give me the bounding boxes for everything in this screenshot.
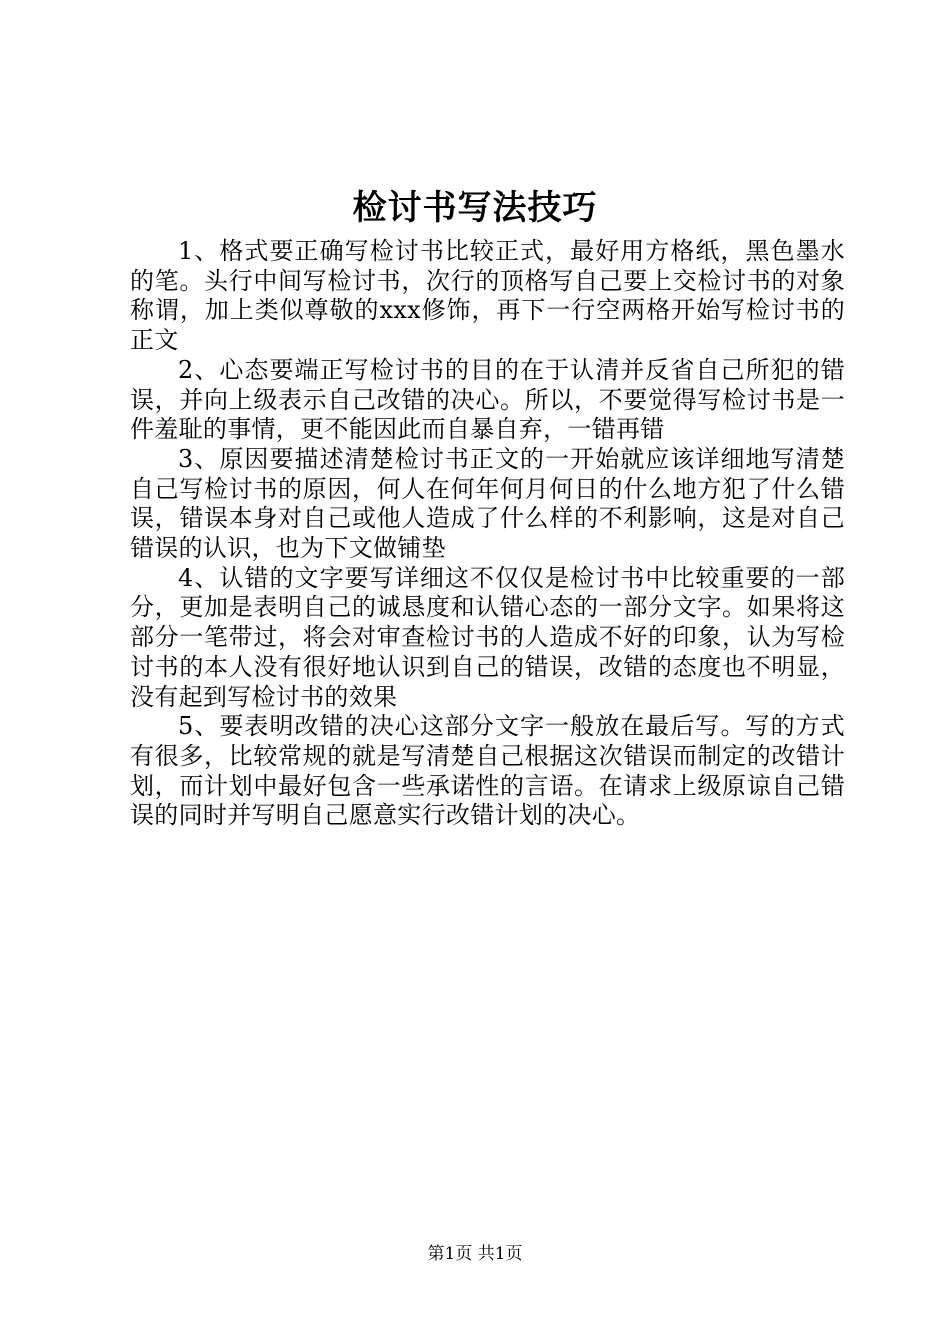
paragraph-2: 2、心态要端正写检讨书的目的在于认清并反省自己所犯的错误，并向上级表示自己改错的决心。所以，不要觉得写检讨书是一件羞耻的事情，更不能因此而自暴自弃，一错再错 xyxy=(130,355,845,444)
paragraph-4: 4、认错的文字要写详细这不仅仅是检讨书中比较重要的一部分，更加是表明自己的诚恳度和认错心态的一部分文字。如果将这部分一笔带过，将会对审查检讨书的人造成不好的印象，认为写检讨书的本人没有很好地认识到自己的错误，改错的态度也不明显，没有起到写检讨书的效果 xyxy=(130,563,845,711)
paragraph-3: 3、原因要描述清楚检讨书正文的一开始就应该详细地写清楚自己写检讨书的原因，何人在何年何月何日的什么地方犯了什么错误，错误本身对自己或他人造成了什么样的不利影响，这是对自己错误的认识，也为下文做铺垫 xyxy=(130,444,845,563)
paragraph-1: 1、格式要正确写检讨书比较正式，最好用方格纸，黑色墨水的笔。头行中间写检讨书，次行的顶格写自己要上交检讨书的对象称谓，加上类似尊敬的xxx修饰，再下一行空两格开始写检讨书的正文 xyxy=(130,237,845,355)
paragraph-5: 5、要表明改错的决心这部分文字一般放在最后写。写的方式有很多，比较常规的就是写清楚自己根据这次错误而制定的改错计划，而计划中最好包含一些承诺性的言语。在请求上级原谅自己错误的同时并写明自己愿意实行改错计划的决心。 xyxy=(130,712,845,830)
document-title: 检讨书写法技巧 xyxy=(352,188,598,228)
document-body xyxy=(130,237,845,831)
page-footer: 第1页 共1页 xyxy=(427,1244,523,1264)
